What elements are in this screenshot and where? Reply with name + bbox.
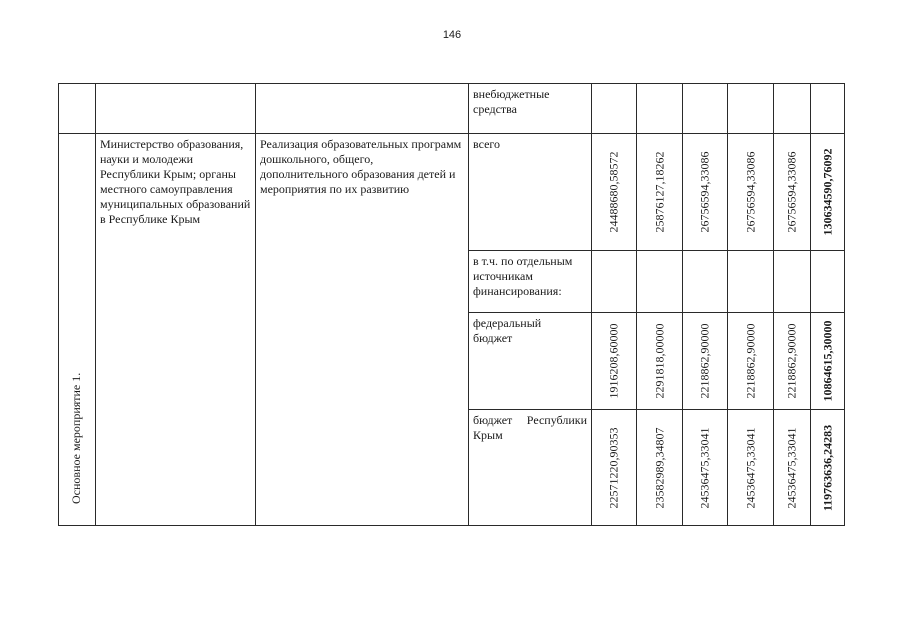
executor-cell	[96, 134, 256, 526]
value-cell	[774, 134, 811, 251]
total-cell	[811, 313, 845, 410]
value-text: 26756594,33086	[743, 151, 757, 233]
value-cell	[683, 134, 728, 251]
total-cell	[811, 410, 845, 526]
total-value: 130634590,76092	[820, 148, 834, 236]
value-cell	[683, 410, 728, 526]
value-cell	[637, 251, 683, 313]
financing-table	[58, 83, 845, 526]
total-value: 10864615,30000	[820, 320, 834, 402]
source-cell	[469, 410, 592, 526]
value-text: 23582989,34807	[652, 427, 666, 508]
activity-cell	[59, 134, 96, 526]
value-cell	[728, 134, 774, 251]
source-cell	[469, 134, 592, 251]
total-cell	[811, 134, 845, 251]
total-cell	[811, 84, 845, 134]
value-text: 24536475,33041	[697, 427, 712, 508]
table-row	[59, 134, 845, 251]
program-cell	[256, 134, 469, 526]
value-cell	[774, 410, 811, 526]
source-label: бюджет Республики Крым	[473, 413, 587, 442]
empty-cell	[59, 84, 96, 134]
program-text: Реализация образовательных программ дошкольного, общего, дополнительного образования детей и мероприятия по их развитию	[260, 137, 462, 196]
value-text: 2218862,90000	[784, 323, 799, 399]
value-text: 2291818,00000	[652, 323, 666, 399]
value-text: 2218862,90000	[743, 323, 757, 399]
value-cell	[683, 84, 728, 134]
source-label: федеральный бюджет	[473, 316, 542, 345]
value-text: 24536475,33041	[784, 427, 799, 508]
value-text: 1916208,60000	[606, 323, 621, 399]
source-cell	[469, 84, 592, 134]
value-text: 26756594,33086	[697, 151, 712, 233]
value-cell	[637, 410, 683, 526]
value-text: 22571220,90353	[606, 427, 621, 508]
value-cell	[592, 134, 637, 251]
empty-cell	[256, 84, 469, 134]
value-text: 25876127,18262	[652, 151, 666, 233]
executor-text: Министерство образования, науки и молодежи Республики Крым; органы местного самоуправления муниципальных образований в Республике Крым	[100, 137, 251, 226]
source-label: в т.ч. по отдельным источникам финансирования:	[473, 254, 573, 298]
source-cell	[469, 251, 592, 313]
empty-cell	[96, 84, 256, 134]
activity-label: Основное мероприятие 1.	[69, 372, 83, 504]
value-cell	[637, 134, 683, 251]
value-cell	[774, 313, 811, 410]
value-cell	[592, 313, 637, 410]
value-cell	[728, 84, 774, 134]
value-cell	[592, 84, 637, 134]
value-cell	[683, 313, 728, 410]
value-cell	[774, 251, 811, 313]
value-cell	[637, 84, 683, 134]
total-cell	[811, 251, 845, 313]
table-row	[59, 84, 845, 134]
source-label: всего	[473, 137, 501, 151]
value-cell	[728, 313, 774, 410]
value-text: 24536475,33041	[743, 427, 757, 508]
value-text: 24488680,58572	[606, 151, 621, 233]
value-cell	[683, 251, 728, 313]
source-cell	[469, 313, 592, 410]
value-text: 26756594,33086	[784, 151, 799, 233]
value-cell	[774, 84, 811, 134]
total-value: 119763636,24283	[820, 424, 834, 511]
value-cell	[728, 251, 774, 313]
source-label: внебюджетные средства	[473, 87, 550, 116]
value-cell	[637, 313, 683, 410]
value-text: 2218862,90000	[697, 323, 712, 399]
value-cell	[592, 251, 637, 313]
value-cell	[592, 410, 637, 526]
page-number: 146	[442, 29, 462, 41]
value-cell	[728, 410, 774, 526]
